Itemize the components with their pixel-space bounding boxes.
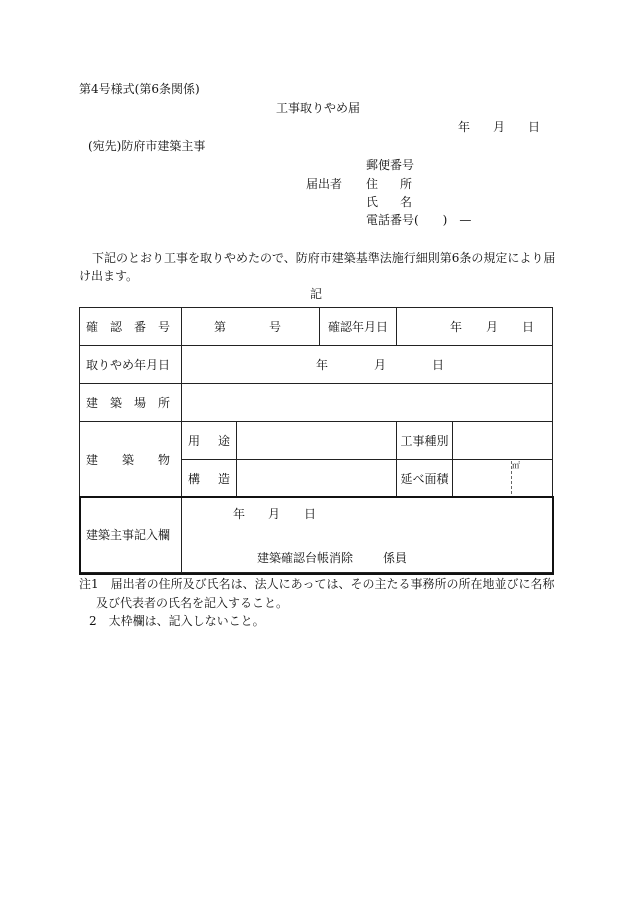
note-1-line-2: 及び代表者の氏名を記入すること。: [96, 596, 289, 610]
official-date-month: 月: [268, 507, 281, 521]
name-label-a: 氏: [366, 195, 379, 209]
confirm-number-label: 確 認 番 号: [80, 308, 182, 346]
row-site: [80, 384, 553, 422]
work-type-field[interactable]: [453, 422, 553, 460]
addressee: (宛先)防府市建築主事: [88, 139, 206, 153]
structure-label: [182, 460, 237, 498]
use-label-b: 途: [217, 433, 230, 448]
floor-area-field[interactable]: [453, 460, 553, 498]
address-label-a: 住: [366, 177, 379, 191]
clerk-label: 係員: [383, 551, 408, 565]
work-type-label: 工事種別: [397, 422, 453, 460]
note-1-line-1: 注1 届出者の住所及び氏名は、法人にあっては、その主たる事務所の所在地並びに名称: [79, 577, 555, 591]
building-label: 建 築 物: [80, 422, 182, 498]
date-day: 日: [528, 120, 541, 134]
phone-label: 電話番号( ) —: [366, 213, 472, 227]
floor-area-label: 延べ面積: [397, 460, 453, 498]
official-date-year: 年: [233, 507, 246, 521]
row-cancel-date: [80, 346, 553, 384]
use-field[interactable]: [237, 422, 397, 460]
date-month: 月: [493, 120, 506, 134]
site-field[interactable]: [182, 384, 553, 422]
row-confirm-number: [80, 308, 553, 346]
confirm-number-dai: 第: [214, 319, 227, 334]
confirm-number-field[interactable]: [182, 308, 320, 346]
cancel-date-field[interactable]: [182, 346, 553, 384]
official-entry-label: 建築主事記入欄: [80, 498, 182, 573]
structure-label-a: 構: [188, 471, 201, 486]
date-year: 年: [458, 120, 471, 134]
use-label-a: 用: [188, 433, 201, 448]
site-label: 建 築 場 所: [80, 384, 182, 422]
cancel-date-month: 月: [374, 357, 387, 372]
confirm-date-year: 年: [449, 319, 462, 334]
row-use: [80, 422, 553, 460]
cancel-date-label: 取りやめ年月日: [80, 346, 182, 384]
notifier-label: 届出者: [306, 177, 343, 191]
body-line-1: 下記のとおり工事を取りやめたので、防府市建築基準法施行細則第6条の規定により届: [92, 251, 556, 265]
form-number: 第4号様式(第6条関係): [79, 82, 200, 96]
confirm-date-month: 月: [485, 319, 498, 334]
structure-label-b: 造: [217, 471, 230, 486]
note-2: 2 太枠欄は、記入しないこと。: [89, 614, 265, 628]
official-date-day: 日: [304, 507, 317, 521]
structure-field[interactable]: [237, 460, 397, 498]
thick-border-frame: [79, 496, 554, 575]
confirm-date-field[interactable]: [397, 308, 553, 346]
body-line-2: け出ます。: [79, 269, 139, 283]
square-meter-unit: ㎡: [512, 461, 520, 470]
ledger-cancel-label: 建築確認台帳消除: [257, 551, 354, 565]
postal-code-label: 郵便番号: [366, 158, 415, 172]
floor-area-dashed-divider: [511, 461, 512, 494]
document-title: 工事取りやめ届: [276, 101, 361, 115]
confirm-number-go: 号: [268, 319, 281, 334]
use-label: [182, 422, 237, 460]
address-label-b: 所: [400, 177, 413, 191]
ki-heading: 記: [310, 287, 323, 301]
cancel-date-day: 日: [432, 357, 445, 372]
cancel-date-year: 年: [316, 357, 329, 372]
name-label-b: 名: [400, 195, 413, 209]
confirm-date-label: 確認年月日: [320, 308, 397, 346]
confirm-date-day: 日: [522, 319, 535, 334]
